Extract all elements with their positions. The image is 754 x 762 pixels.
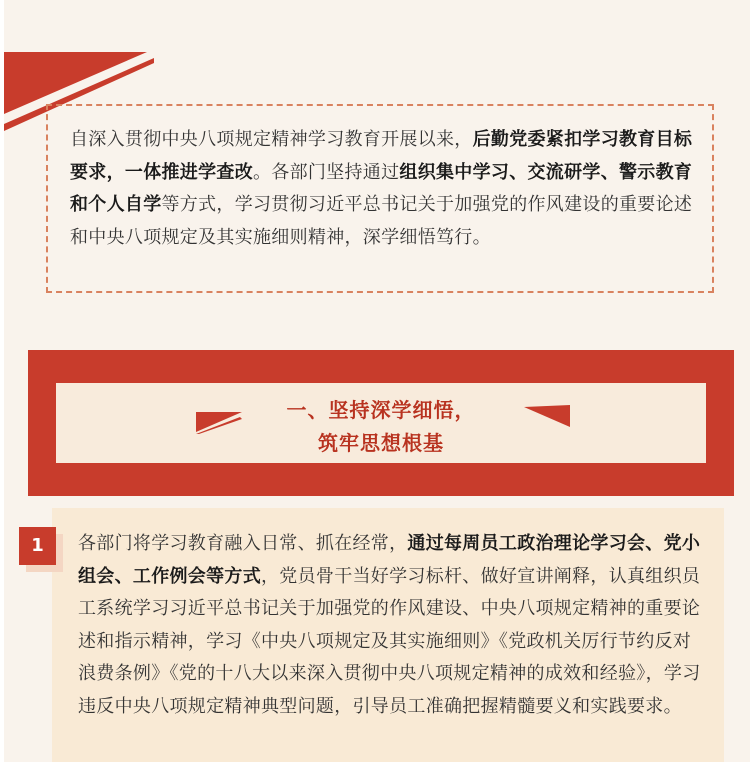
item-bold-1: 通过每周员工政治理论学习会、党小组会、工作例会等方式 <box>78 533 701 587</box>
section-banner-inner <box>56 383 706 463</box>
section-banner <box>28 350 734 496</box>
intro-text-1: 自深入贯彻中央八项规定精神学习教育开展以来， <box>70 129 473 150</box>
intro-bold-1: 后勤党委紧扣学习教育目标要求，一体推进学查改 <box>70 129 693 183</box>
item-text-1: 各部门将学习教育融入日常、抓在经常， <box>78 533 408 554</box>
intro-bold-2: 组织集中学习、交流研学、警示教育和个人自学 <box>70 161 693 215</box>
item-paragraph <box>78 528 706 723</box>
number-badge: 1 <box>19 527 56 565</box>
item-text-2: ，党员骨干当好学习标杆、做好宣讲阐释，认真组织员工系统学习习近平总书记关于加强党的作风建设、中央八项规定精神的重要论述和指示精神，学习《中央八项规定及其实施细则》《党政机关厉行节约反对浪费条例》《党的十八大以来深入贯彻中央八项规定精神的成效和经验》，学习违反中央八项规定精神典型问题，引导员工准确把握精髓要义和实践要求。 <box>78 565 701 717</box>
section-title-line-2: 筑牢思想根基 <box>318 431 444 455</box>
intro-text-2: 。各部门坚持通过 <box>253 161 400 183</box>
intro-text-3: 等方式，学习贯彻习近平总书记关于加强党的作风建设的重要论述和中央八项规定及其实施细则精神，深学细悟笃行。 <box>70 194 693 248</box>
intro-paragraph <box>70 124 698 254</box>
section-title-line-1: 一、坚持深学细悟， <box>286 398 476 422</box>
article-page <box>4 0 750 762</box>
